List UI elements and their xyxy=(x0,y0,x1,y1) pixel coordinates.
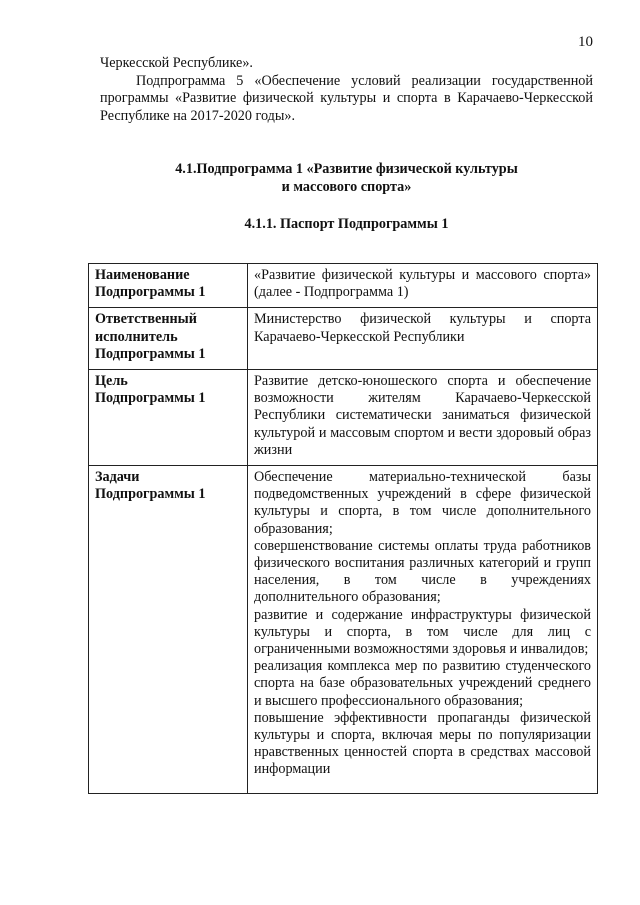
intro-text xyxy=(100,55,593,125)
row-value: «Развитие физической культуры и массового спорта» (далее - Подпрограмма 1) xyxy=(248,264,598,308)
intro-line: Черкесской Республике». xyxy=(100,55,253,71)
task-item: реализация комплекса мер по развитию студенческого спорта на базе образовательных учреждений среднего и высшего профессионального образования; xyxy=(254,658,591,709)
task-item: Обеспечение материально-технической базы подведомственных учреждений в сфере физической культуры и спорта, в том числе дополнительного образования; xyxy=(254,469,591,537)
label-line: Цель xyxy=(95,373,128,390)
page-number: 10 xyxy=(578,34,593,50)
row-label xyxy=(89,466,248,794)
row-label xyxy=(89,264,248,308)
row-label xyxy=(89,370,248,466)
row-value: Развитие детско-юношеского спорта и обеспечение возможности жителям Карачаево-Черкесской Республики систематически заниматься физической культурой и массовым спортом и вести здоровый образ жизни xyxy=(248,370,598,466)
row-value xyxy=(248,466,598,794)
table-row xyxy=(89,264,598,308)
label-line: Подпрограммы 1 xyxy=(95,345,206,362)
subprogram-heading-line1: 4.1.Подпрограмма 1 «Развитие физической культуры xyxy=(175,161,518,177)
task-item: совершенствование системы оплаты труда работников физического воспитания различных категорий и групп населения, в том числе в учреждениях дополнительного образования; xyxy=(254,537,591,606)
subprogram-heading xyxy=(100,160,593,196)
table-row xyxy=(89,370,598,466)
task-item: развитие и содержание инфраструктуры физической культуры и спорта, в том числе для лиц с ограниченными возможностями здоровья и инвалидов; xyxy=(254,606,591,658)
task-item: повышение эффективности пропаганды физической культуры и спорта, включая меры по популяризации нравственных ценностей спорта в средствах массовой информации xyxy=(254,709,591,778)
label-line: Подпрограммы 1 xyxy=(95,486,206,503)
passport-table xyxy=(88,263,598,794)
label-line: исполнитель xyxy=(95,328,178,345)
row-label xyxy=(89,308,248,370)
passport-heading: 4.1.1. Паспорт Подпрограммы 1 xyxy=(244,216,449,232)
label-line: Задачи xyxy=(95,469,140,486)
row-value: Министерство физической культуры и спорта Карачаево-Черкесской Республики xyxy=(248,308,598,370)
subprogram-heading-line2: и массового спорта» xyxy=(281,179,412,195)
table-row xyxy=(89,308,598,370)
label-line: Подпрограммы 1 xyxy=(95,390,206,407)
intro-paragraph: Подпрограмма 5 «Обеспечение условий реализации государственной программы «Развитие физической культуры и спорта в Карачаево-Черкесской Республике на 2017-2020 годы». xyxy=(100,72,593,124)
label-line: Ответственный xyxy=(95,311,197,328)
table-row xyxy=(89,466,598,794)
label-line: Подпрограммы 1 xyxy=(95,284,206,301)
label-line: Наименование xyxy=(95,267,190,283)
